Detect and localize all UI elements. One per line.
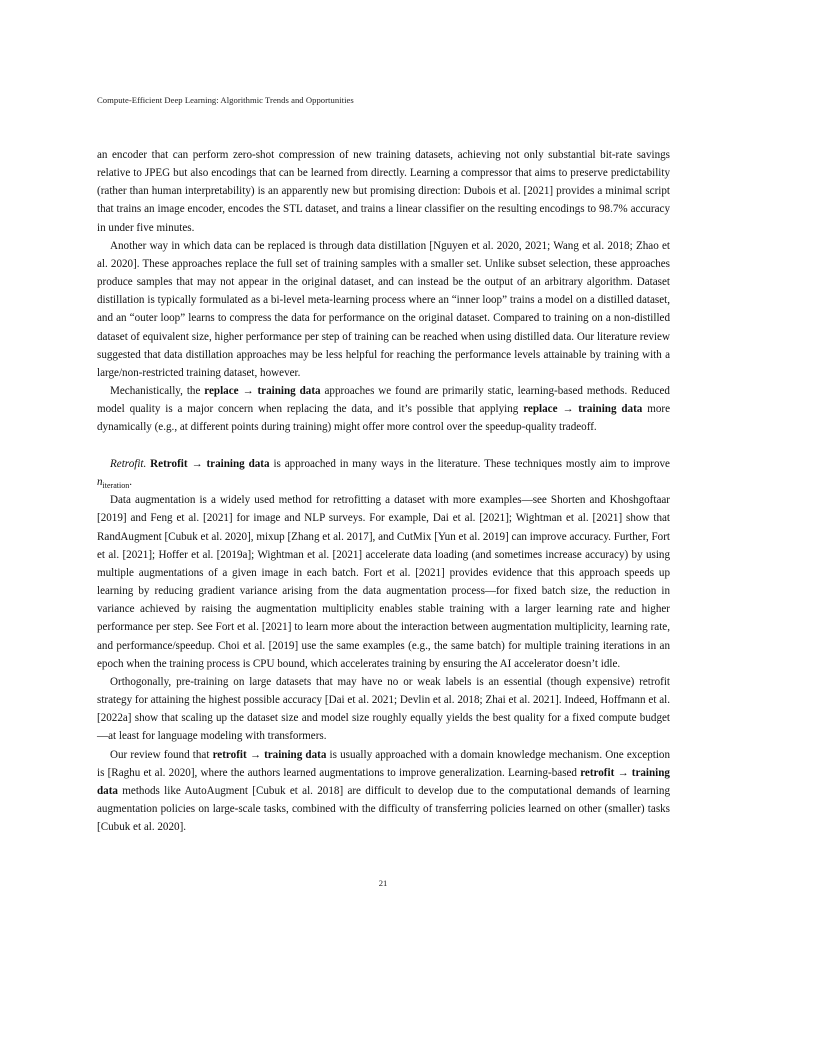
bold-term: retrofit → training data [212, 748, 327, 761]
text-run: more dynamically (e.g., at different points during training) might offer more control over the speedup-quality tradeoff. [97, 403, 670, 434]
running-head: Compute-Efficient Deep Learning: Algorithmic Trends and Opportunities [97, 95, 354, 105]
bold-term: replace → training data [204, 385, 321, 398]
paragraph-data-distillation: Another way in which data can be replaced is through data distillation [Nguyen et al. 2020, 2021; Wang et al. 2018; Zhao et al. 2020]. These approaches replace the full set of training samples with a smaller set. Unlike subset selection, these approaches produce samples that may not appear in the original dataset, and can instead be the output of an arbitrary algorithm. Dataset distillation is typically formulated as a bi-level meta-learning process where an “inner loop” trains a model on a distilled dataset, and an “outer loop” learns to compress the data for performance on the original dataset. Compared to training on a non-distilled dataset of equivalent size, higher performance per step of training can be reached when using distilled data. Our literature review suggested that data distillation approaches may be less helpful for reaching the performance levels attainable by training with a large/non-restricted training dataset, however. [97, 239, 670, 379]
text-run: is usually approached with a domain knowledge mechanism. One exception is [Raghu et al. 2020], where the authors learned augmentations to improve generalization. Learning-based [97, 748, 671, 779]
paragraph-compression: an encoder that can perform zero-shot compression of new training datasets, achieving not only substantial bit-rate savings relative to JPEG but also encodings that can be learned from directly. Learning a compressor that aims to preserve predictability (rather than human interpretability) is an apparently new but promising direction: Dubois et al. [2021] provides a minimal script that trains an image encoder, encodes the STL dataset, and trains a linear classifier on the resulting encodings to 98.7% accuracy in under five minutes. [97, 149, 670, 234]
bold-term: retrofit → training data [97, 766, 670, 797]
paragraph-replace-mechanism [97, 382, 670, 436]
math-variable: n [97, 476, 103, 489]
paragraph-pretraining: Orthogonally, pre-training on large datasets that may have no or weak labels is an essential (though expensive) retrofit strategy for attaining the highest possible accuracy [Dai et al. 2021; Devlin et al. 2018; Zhai et al. 2021]. Indeed, Hoffmann et al. [2022a] show that scaling up the dataset size and model size roughly equally yields the best quality for a fixed compute budget—at least for language modeling with transformers. [97, 675, 670, 743]
math-subscript: iteration [102, 481, 130, 491]
bold-term: Retrofit → training data [150, 458, 270, 470]
text-run: . [129, 476, 132, 489]
bold-term: replace → training data [523, 403, 643, 416]
body-text [97, 146, 670, 836]
text-run: methods like AutoAugment [Cubuk et al. 2018] are difficult to develop due to the computational demands of learning augmentation policies on large-scale tasks, combined with the difficulty of transferring policies learned on other (smaller) tasks [Cubuk et al. 2020]. [97, 784, 670, 834]
paragraph-retrofit-review [97, 746, 670, 837]
page-number: 21 [378, 878, 388, 888]
paragraph-data-augmentation: Data augmentation is a widely used method for retrofitting a dataset with more examples—see Shorten and Khoshgoftaar [2019] and Feng et al. [2021] for image and NLP surveys. For example, Dai et al. [2021]; Wightman et al. [2021] show that RandAugment [Cubuk et al. 2020], mixup [Zhang et al. 2017], and CutMix [Yun et al. 2019] can improve accuracy. Further, Fort et al. [2021]; Hoffer et al. [2019a]; Wightman et al. [2021] accelerate data loading (and sometimes increase accuracy) by using multiple augmentations of a given image in each batch. Fort et al. [2021] provides evidence that this approach speeds up learning by reducing gradient variance arising from the data augmentation process—for fixed batch size, the reduction in variance achieved by raising the augmentation multiplicity enables stable training with a larger learning rate and higher performance per step. See Fort et al. [2021] to learn more about the interaction between augmentation multiplicity, learning rate, and performance/speedup. Choi et al. [2019] use the same examples (e.g., the same batch) for multiple training iterations in an epoch when the training process is CPU bound, which accelerates training by ensuring the AI accelerator doesn’t idle. [97, 494, 670, 670]
paragraph-heading: Retrofit. [110, 458, 147, 470]
text-run: approaches we found are primarily static, learning-based methods. Reduced model quality is a major concern when replacing the data, and it’s possible that applying [97, 385, 670, 416]
text-run: Mechanistically, the [110, 385, 205, 398]
paragraph-retrofit-heading [97, 455, 670, 491]
text-run: is approached in many ways in the literature. These techniques mostly aim to improve [269, 458, 670, 470]
text-run: Our review found that [110, 748, 213, 761]
